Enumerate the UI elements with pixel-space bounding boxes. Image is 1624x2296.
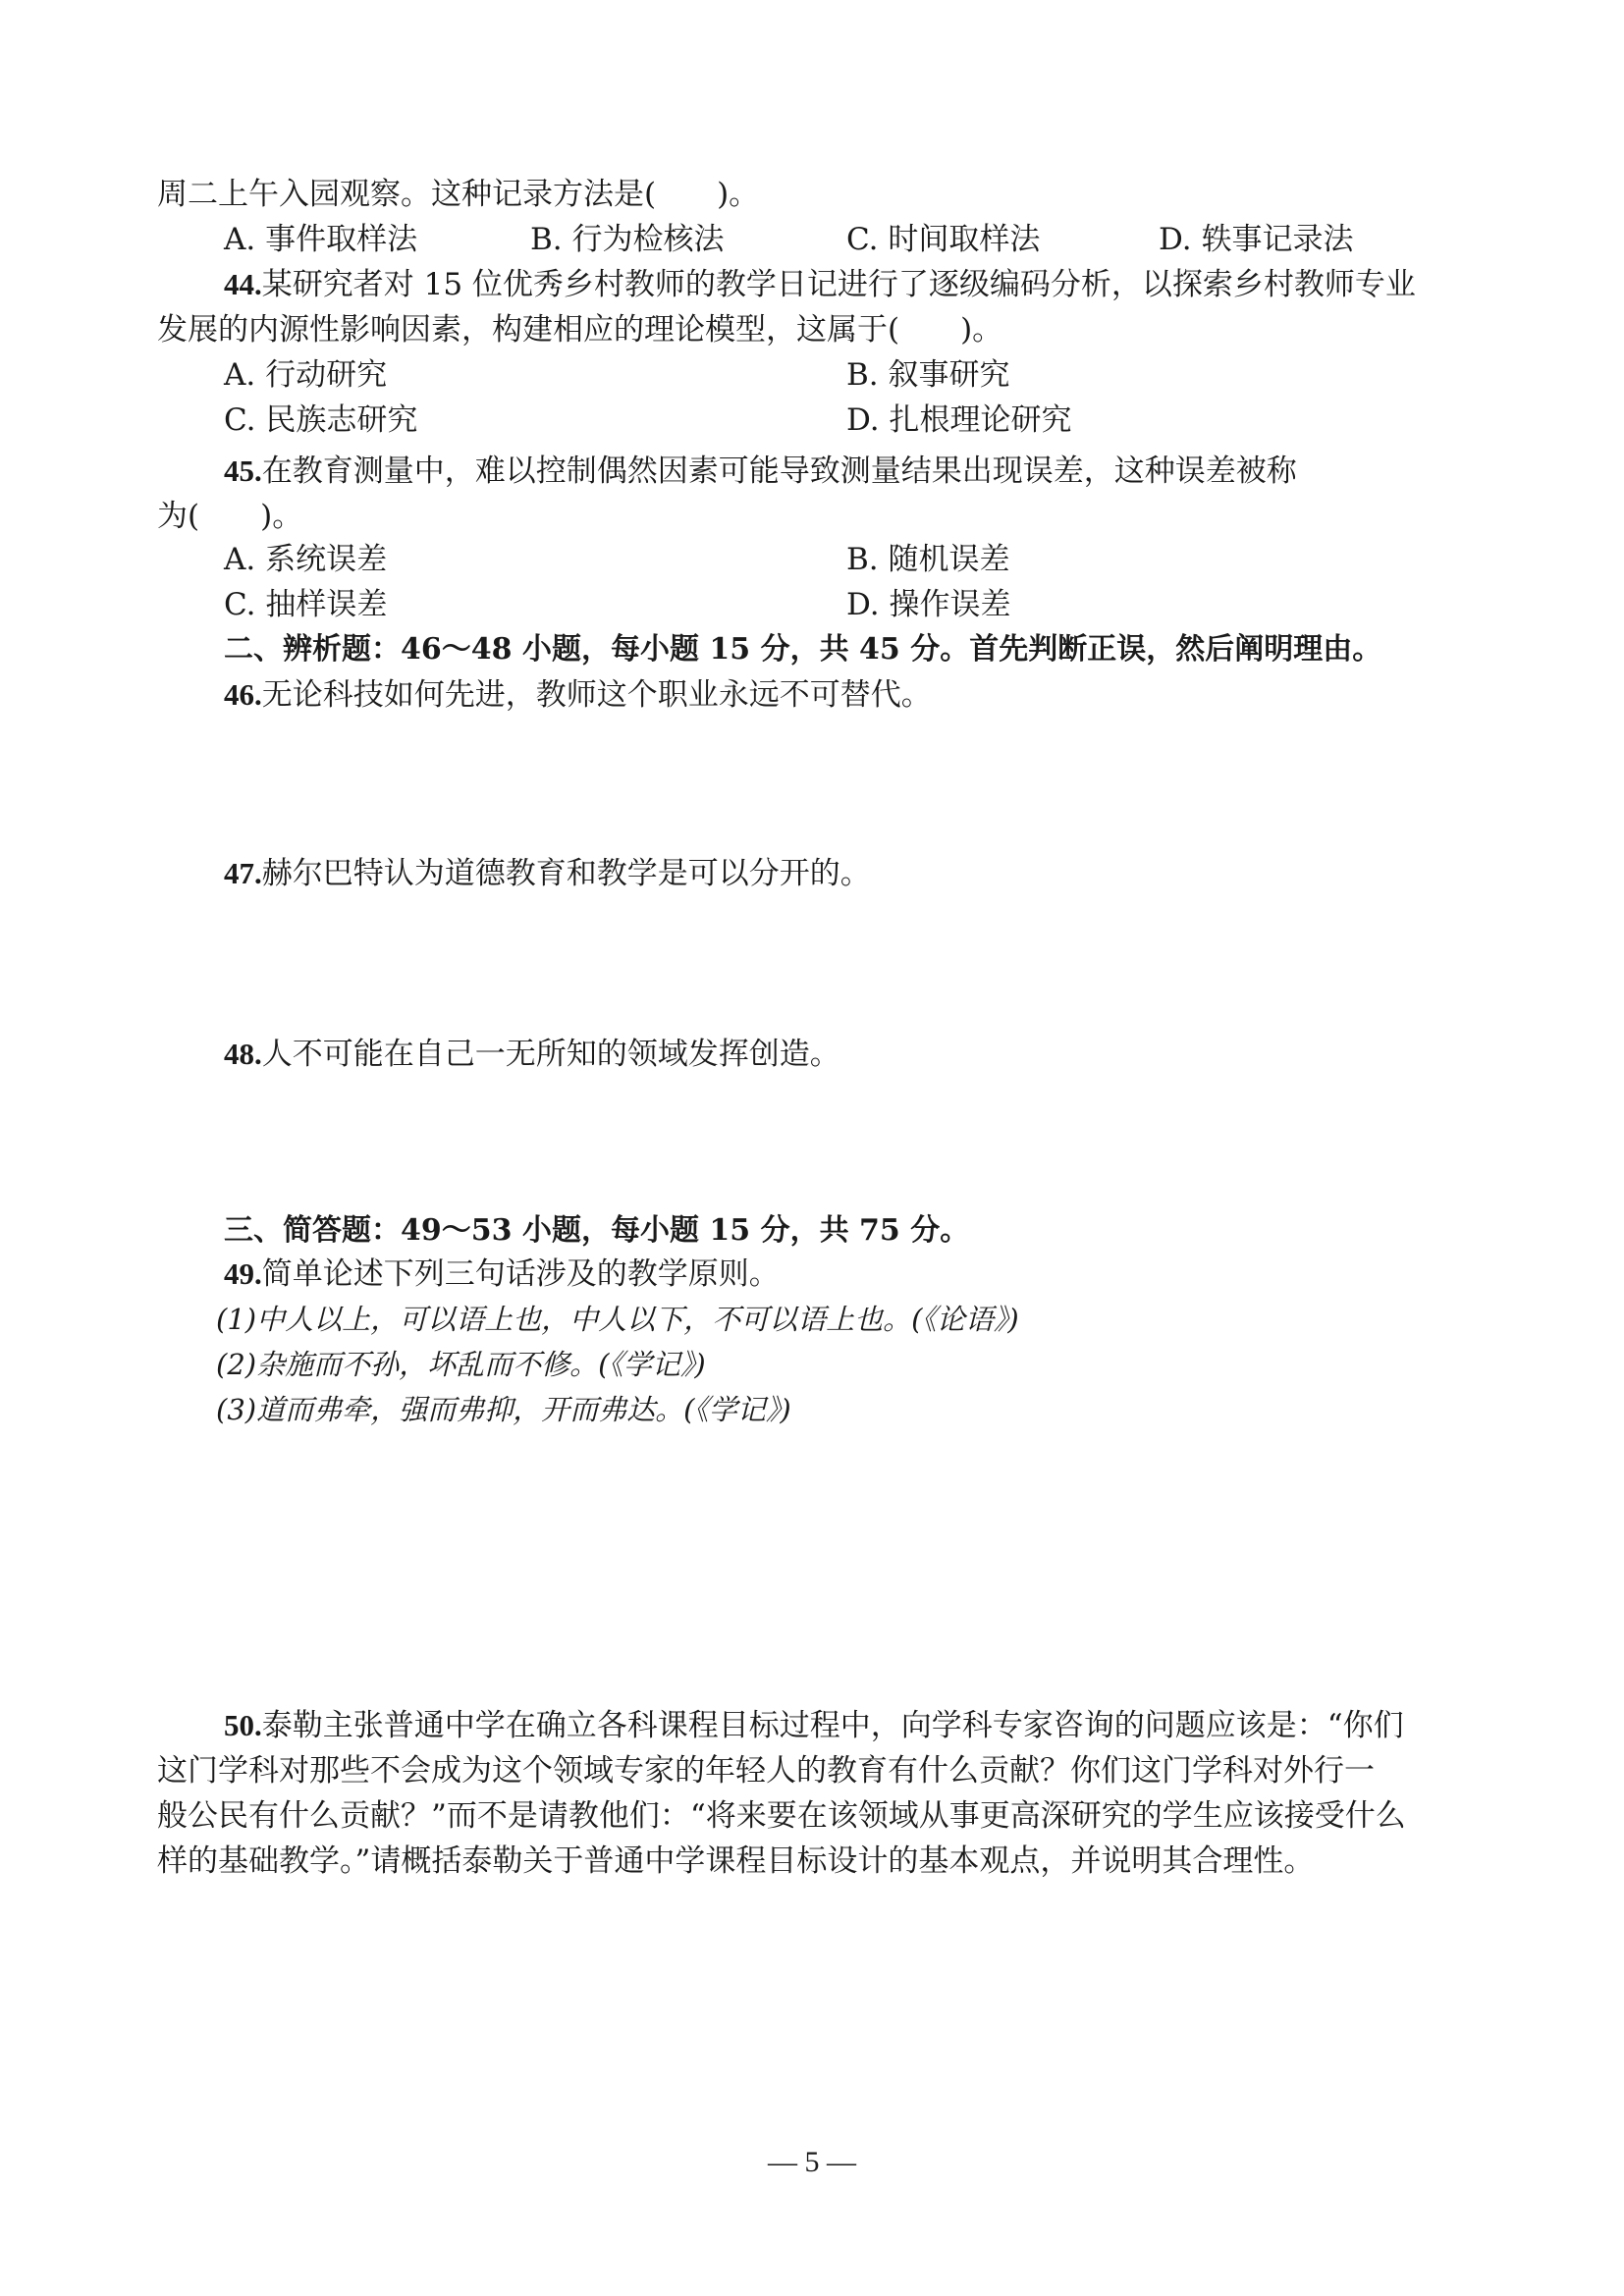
q50-text-line1: 泰勒主张普通中学在确立各科课程目标过程中，向学科专家咨询的问题应该是：“你们 [261, 1708, 1404, 1743]
q50-line2: 这门学科对那些不会成为这个领域专家的年轻人的教育有什么贡献？你们这门学科对外行一 [157, 1753, 1375, 1789]
q46-number: 46. [224, 677, 262, 712]
q49-number: 49. [224, 1256, 262, 1291]
q45-stem-line2: 为( )。 [157, 499, 303, 534]
q50-line1 [224, 1704, 1404, 1747]
q45-stem-line1 [224, 450, 1297, 493]
q44-number: 44. [224, 267, 262, 301]
q45-number: 45. [224, 454, 262, 488]
q50-number: 50. [224, 1708, 262, 1742]
section-3-heading: 三、简答题：49～53 小题，每小题 15 分，共 75 分。 [224, 1213, 970, 1248]
q50-line3: 般公民有什么贡献？”而不是请教他们：“将来要在该领域从事更高深研究的学生应该接受什么 [157, 1798, 1406, 1834]
q47-text: 赫尔巴特认为道德教育和教学是可以分开的。 [261, 856, 871, 891]
q45-text-line1: 在教育测量中，难以控制偶然因素可能导致测量结果出现误差，这种误差被称 [261, 454, 1297, 489]
q46-text: 无论科技如何先进，教师这个职业永远不可替代。 [261, 677, 932, 713]
q44-option-d: D. 扎根理论研究 [846, 402, 1072, 438]
q43-option-c: C. 时间取样法 [846, 222, 1041, 257]
q44-option-a: A. 行动研究 [224, 357, 388, 393]
q48-text: 人不可能在自己一无所知的领域发挥创造。 [261, 1037, 840, 1072]
q49-text: 简单论述下列三句话涉及的教学原则。 [261, 1256, 780, 1292]
q49-item-2: (2)杂施而不孙，坏乱而不修。(《学记》) [216, 1348, 706, 1381]
q44-option-b: B. 叙事研究 [846, 357, 1010, 393]
q48-number: 48. [224, 1037, 262, 1071]
q45-option-b: B. 随机误差 [846, 542, 1010, 577]
q50-line4: 样的基础教学。”请概括泰勒关于普通中学课程目标设计的基本观点，并说明其合理性。 [157, 1843, 1315, 1879]
q45-option-c: C. 抽样误差 [224, 587, 388, 622]
q43-stem-tail: 周二上午入园观察。这种记录方法是( )。 [157, 177, 760, 212]
q44-stem-line2: 发展的内源性影响因素，构建相应的理论模型，这属于( )。 [157, 312, 1003, 347]
q47-number: 47. [224, 856, 262, 890]
q45-option-d: D. 操作误差 [846, 587, 1011, 622]
q44-stem-line1 [224, 263, 1416, 306]
q48 [224, 1033, 840, 1076]
q49-item-1: (1)中人以上，可以语上也，中人以下，不可以语上也。(《论语》) [216, 1303, 1019, 1336]
q43-option-b: B. 行为检核法 [530, 222, 725, 257]
section-2-heading: 二、辨析题：46～48 小题，每小题 15 分，共 45 分。首先判断正误，然后阐明理由。 [224, 632, 1382, 667]
q47 [224, 852, 871, 895]
q49-item-3: (3)道而弗牵，强而弗抑，开而弗达。(《学记》) [216, 1393, 791, 1426]
q45-option-a: A. 系统误差 [224, 542, 388, 577]
q49 [224, 1253, 780, 1296]
page-number: — 5 — [768, 2146, 856, 2178]
q46 [224, 673, 932, 717]
q44-option-c: C. 民族志研究 [224, 402, 418, 438]
q43-option-d: D. 轶事记录法 [1159, 222, 1354, 257]
q44-text-line1: 某研究者对 15 位优秀乡村教师的教学日记进行了逐级编码分析，以探索乡村教师专业 [261, 267, 1416, 302]
q43-option-a: A. 事件取样法 [224, 222, 418, 257]
